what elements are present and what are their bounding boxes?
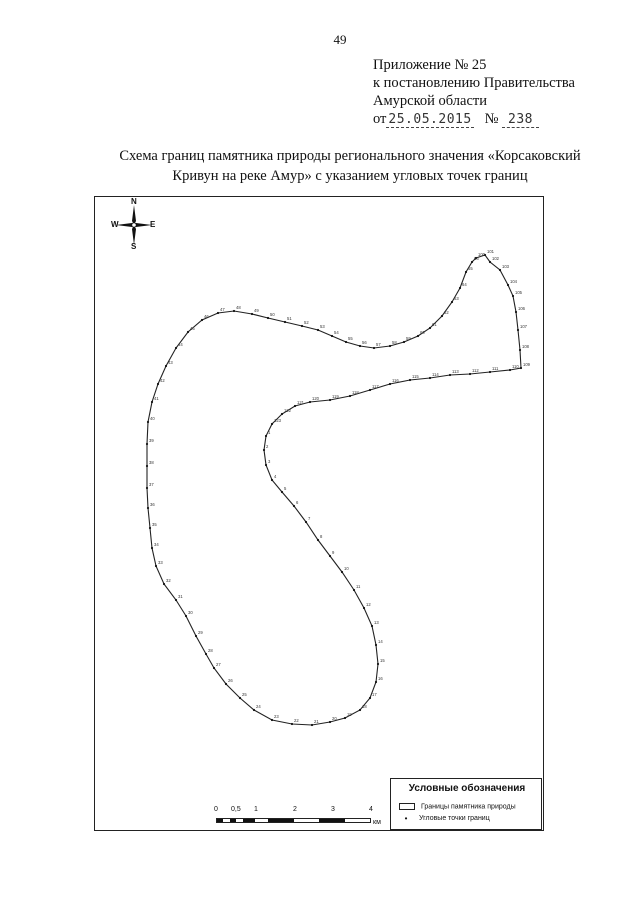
corner-point (151, 547, 153, 549)
corner-point-label: 55 (348, 336, 353, 341)
appendix-line-3: Амурской области (373, 93, 487, 109)
scale-tick-5: 4 (369, 806, 373, 813)
corner-point (317, 539, 319, 541)
corner-point (519, 349, 521, 351)
corner-point (267, 317, 269, 319)
corner-point-label: 7 (308, 516, 311, 521)
corner-point (465, 271, 467, 273)
corner-point (265, 435, 267, 437)
corner-point-label: 20 (332, 716, 337, 721)
corner-point (217, 312, 219, 314)
corner-point-label: 57 (376, 342, 381, 347)
corner-point (329, 555, 331, 557)
corner-point-label: 123 (274, 418, 281, 423)
corner-point-label: 116 (392, 378, 399, 383)
corner-point-label: 100 (478, 252, 485, 257)
corner-point (509, 369, 511, 371)
corner-point (499, 269, 501, 271)
corner-point (489, 261, 491, 263)
corner-point (345, 341, 347, 343)
corner-point (409, 379, 411, 381)
corner-point-label: 109 (523, 362, 530, 367)
scheme-title-line-1: Схема границ памятника природы регионального значения «Корсаковский (119, 148, 581, 164)
legend-boundary-label: Границы памятника природы (421, 803, 516, 811)
corner-point-label: 112 (472, 368, 479, 373)
corner-point (147, 507, 149, 509)
corner-point-label: 29 (198, 630, 203, 635)
compass-north: N (131, 197, 137, 206)
corner-point (489, 371, 491, 373)
corner-point (271, 719, 273, 721)
corner-point (146, 465, 148, 467)
corner-point-label: 38 (149, 460, 154, 465)
scale-tick-4: 3 (331, 806, 335, 813)
corner-point-label: 106 (518, 306, 525, 311)
corner-point (377, 663, 379, 665)
corner-point (253, 709, 255, 711)
corner-point-label: 110 (512, 364, 519, 369)
corner-point (271, 423, 273, 425)
corner-point (291, 723, 293, 725)
corner-point-label: 43 (168, 360, 173, 365)
corner-point-label: 23 (274, 714, 279, 719)
corner-point-label: 47 (220, 307, 225, 312)
corner-point-label: 32 (166, 578, 171, 583)
corner-point-label: 119 (332, 394, 339, 399)
corner-point-label: 15 (380, 658, 385, 663)
corner-point (417, 335, 419, 337)
corner-point-label: 19 (347, 712, 352, 717)
page-number: 49 (333, 32, 347, 47)
corner-point-label: 4 (274, 474, 277, 479)
corner-point (185, 615, 187, 617)
corner-point-label: 53 (320, 324, 325, 329)
legend-points-label: Угловые точки границ (419, 815, 490, 822)
corner-point (389, 345, 391, 347)
corner-point (239, 697, 241, 699)
corner-point (449, 374, 451, 376)
corner-point-label: 59 (406, 336, 411, 341)
corner-point-label: 16 (378, 676, 383, 681)
corner-point-label: 117 (372, 384, 379, 389)
corner-point-label: 34 (154, 542, 159, 547)
document-date: 25.05.2015 (388, 112, 472, 127)
corner-point-label: 103 (502, 264, 509, 269)
corner-point (459, 287, 461, 289)
corner-point (441, 315, 443, 317)
corner-point-label: 65 (468, 266, 473, 271)
corner-point (263, 449, 265, 451)
corner-point (329, 721, 331, 723)
corner-point-label: 54 (334, 330, 339, 335)
corner-point-label: 25 (242, 692, 247, 697)
boundary-swatch-icon (399, 803, 415, 810)
scale-tick-3: 2 (293, 806, 297, 813)
corner-point-label: 39 (149, 438, 154, 443)
corner-point (331, 335, 333, 337)
corner-point-label: 108 (522, 344, 529, 349)
corner-point-label: 28 (208, 648, 213, 653)
corner-point (281, 413, 283, 415)
corner-point-label: 44 (178, 342, 183, 347)
corner-point (515, 311, 517, 313)
corner-point-label: 56 (362, 340, 367, 345)
corner-point (429, 377, 431, 379)
corner-point (451, 301, 453, 303)
corner-point-label: 102 (492, 256, 499, 261)
corner-point (155, 565, 157, 567)
corner-point-label: 120 (312, 396, 319, 401)
corner-point (344, 717, 346, 719)
corner-point (233, 310, 235, 312)
corner-point-label: 5 (284, 486, 287, 491)
corner-point (520, 367, 522, 369)
corner-point-label: 31 (178, 594, 183, 599)
corner-point (151, 401, 153, 403)
scale-tick-2: 1 (254, 806, 258, 813)
corner-point-label: 3 (268, 459, 271, 464)
legend-title: Условные обозначения (408, 783, 526, 794)
point-swatch-icon: • (404, 813, 408, 823)
corner-point-label: 30 (188, 610, 193, 615)
corner-point (371, 625, 373, 627)
corner-points (146, 254, 522, 726)
corner-point-label: 1 (268, 430, 271, 435)
corner-point (265, 464, 267, 466)
corner-point-label: 61 (432, 322, 437, 327)
corner-point (403, 341, 405, 343)
compass-west: W (111, 220, 119, 229)
corner-point-label: 118 (352, 390, 359, 395)
corner-point-label: 111 (492, 366, 499, 371)
corner-point (517, 329, 519, 331)
corner-point-label: 22 (294, 718, 299, 723)
corner-point (205, 653, 207, 655)
corner-point (157, 383, 159, 385)
corner-point (309, 401, 311, 403)
corner-point-label: 114 (432, 372, 439, 377)
corner-point (175, 599, 177, 601)
corner-point (213, 667, 215, 669)
corner-point-label: 64 (462, 282, 467, 287)
corner-point-label: 10 (344, 566, 349, 571)
corner-point-label: 58 (392, 340, 397, 345)
corner-point (329, 399, 331, 401)
from-label: от (373, 111, 387, 127)
document-number: 238 (502, 112, 539, 128)
corner-point-label: 37 (149, 482, 154, 487)
corner-point-label: 9 (332, 550, 335, 555)
compass-east: E (150, 220, 156, 229)
scale-tick-0: 0 (214, 806, 218, 813)
appendix-line-1: Приложение № 25 (373, 57, 487, 73)
corner-point-label: 60 (420, 330, 425, 335)
compass-rose (111, 197, 156, 251)
corner-point (284, 321, 286, 323)
corner-point-label: 21 (314, 719, 319, 724)
corner-point-label: 2 (266, 444, 269, 449)
scale-unit: км (373, 819, 381, 826)
corner-point (469, 373, 471, 375)
corner-point-label: 104 (510, 279, 517, 284)
corner-point-label: 40 (150, 416, 155, 421)
corner-point-label: 107 (520, 324, 527, 329)
corner-point-label: 11 (356, 584, 361, 589)
corner-point-label: 27 (216, 662, 221, 667)
corner-point (147, 421, 149, 423)
corner-point-label: 105 (515, 290, 522, 295)
corner-point-label: 50 (270, 312, 275, 317)
appendix-line-2: к постановлению Правительства (373, 75, 575, 91)
corner-point-label: 48 (236, 305, 241, 310)
corner-point-label: 12 (366, 602, 371, 607)
legend-points-row (399, 815, 490, 822)
corner-point-label: 51 (287, 316, 292, 321)
corner-point (375, 681, 377, 683)
corner-point-labels (149, 249, 531, 724)
corner-point-label: 17 (372, 692, 377, 697)
corner-point (311, 724, 313, 726)
corner-point-label: 66 (474, 256, 479, 261)
corner-point-label: 52 (304, 320, 309, 325)
legend-boundary-row (399, 803, 516, 810)
corner-point-label: 49 (254, 308, 259, 313)
corner-point (201, 319, 203, 321)
corner-point (359, 709, 361, 711)
corner-point (294, 405, 296, 407)
corner-point (146, 487, 148, 489)
corner-point-label: 113 (452, 369, 459, 374)
corner-point (251, 313, 253, 315)
corner-point (471, 261, 473, 263)
corner-point (225, 683, 227, 685)
corner-point (149, 527, 151, 529)
corner-point (389, 383, 391, 385)
corner-point-label: 62 (444, 310, 449, 315)
legend (390, 778, 542, 830)
corner-point-label: 45 (190, 326, 195, 331)
corner-point (512, 295, 514, 297)
corner-point (341, 571, 343, 573)
scale-bar-segments (216, 818, 371, 823)
corner-point (349, 395, 351, 397)
corner-point-label: 35 (152, 522, 157, 527)
corner-point-label: 18 (362, 704, 367, 709)
corner-point-label: 14 (378, 639, 383, 644)
corner-point (175, 347, 177, 349)
corner-point (281, 491, 283, 493)
corner-point (429, 327, 431, 329)
corner-point-label: 33 (158, 560, 163, 565)
corner-point-label: 115 (412, 374, 419, 379)
compass-south: S (131, 242, 137, 251)
scheme-title-line-2: Кривун на реке Амур» с указанием угловых точек границ (172, 168, 528, 184)
corner-point (163, 583, 165, 585)
corner-point (317, 329, 319, 331)
corner-point (369, 389, 371, 391)
corner-point-label: 8 (320, 534, 323, 539)
corner-point-label: 24 (256, 704, 261, 709)
corner-point (301, 325, 303, 327)
corner-point (146, 443, 148, 445)
corner-point-label: 46 (204, 314, 209, 319)
corner-point (363, 607, 365, 609)
corner-point (195, 635, 197, 637)
corner-point-label: 63 (454, 296, 459, 301)
corner-point (359, 345, 361, 347)
corner-point (375, 644, 377, 646)
corner-point (507, 284, 509, 286)
corner-point (293, 505, 295, 507)
corner-point-label: 36 (150, 502, 155, 507)
corner-point-label: 42 (160, 378, 165, 383)
corner-point-label: 13 (374, 620, 379, 625)
boundary-line (147, 255, 521, 725)
corner-point-label: 41 (154, 396, 159, 401)
corner-point-label: 6 (296, 500, 299, 505)
corner-point-label: 122 (284, 408, 291, 413)
number-label: № (484, 111, 499, 127)
corner-point (305, 521, 307, 523)
corner-point (369, 697, 371, 699)
corner-point (353, 589, 355, 591)
scale-tick-1: 0,5 (231, 806, 241, 813)
corner-point-label: 101 (487, 249, 494, 254)
corner-point (373, 347, 375, 349)
corner-point (271, 479, 273, 481)
scale-bar (216, 806, 386, 832)
corner-point-label: 121 (297, 400, 304, 405)
corner-point-label: 26 (228, 678, 233, 683)
corner-point (165, 365, 167, 367)
corner-point (187, 331, 189, 333)
